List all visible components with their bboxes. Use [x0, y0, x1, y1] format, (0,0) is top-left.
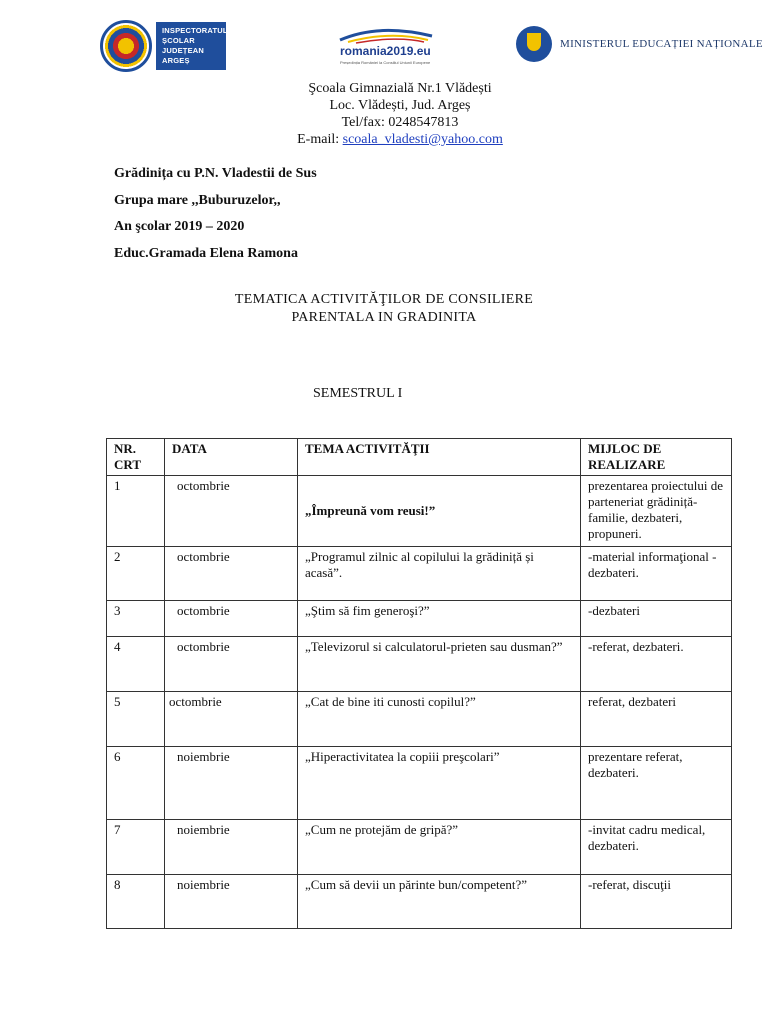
header-data: DATA: [165, 439, 298, 476]
cell-nr: 2: [107, 547, 165, 601]
cell-data: noiembrie: [165, 820, 298, 875]
cell-data: octombrie: [165, 476, 298, 547]
cell-data: octombrie: [165, 692, 298, 747]
cell-mijloc: -referat, discuţii: [581, 875, 732, 929]
table-row: [107, 547, 732, 601]
ministry-logo: [516, 26, 763, 62]
cell-mijloc: prezentare referat, dezbateri.: [581, 747, 732, 820]
school-name: Şcoala Gimnazială Nr.1 Vlădești: [308, 81, 492, 96]
cell-nr: 3: [107, 601, 165, 637]
header-mijloc: MIJLOC DE REALIZARE: [581, 439, 732, 476]
title-line-2: PARENTALA IN GRADINITA: [291, 310, 477, 325]
document-title: [0, 291, 768, 327]
table-header-row: [107, 439, 732, 476]
cell-mijloc: -invitat cadru medical, dezbateri.: [581, 820, 732, 875]
group-name: Grupa mare ,,Buburuzelor,,: [114, 192, 281, 208]
table-row: [107, 637, 732, 692]
cell-data: octombrie: [165, 637, 298, 692]
romania2019-swoosh-icon: [338, 26, 434, 44]
kindergarten-name: Grădinița cu P.N. Vladestii de Sus: [114, 166, 317, 181]
cell-nr: 6: [107, 747, 165, 820]
romania2019-text: romania2019.eu: [340, 44, 431, 58]
cell-tema: „Televizorul si calculatorul-prieten sau dusman?”: [298, 637, 581, 692]
ministry-text: MINISTERUL EDUCAȚIEI NAȚIONALE: [560, 38, 763, 50]
cell-tema: „Împreună vom reusi!”: [298, 476, 581, 547]
header-nr: NR. CRT: [107, 439, 165, 476]
class-info: [114, 166, 317, 272]
school-year: An şcolar 2019 – 2020: [114, 219, 245, 234]
header-logos: [0, 16, 768, 84]
table-row: [107, 820, 732, 875]
activities-table: [106, 438, 732, 929]
table-row: [107, 601, 732, 637]
header-tema: TEMA ACTIVITĂŢII: [298, 439, 581, 476]
cell-mijloc: referat, dezbateri: [581, 692, 732, 747]
cell-data: octombrie: [165, 601, 298, 637]
cell-nr: 4: [107, 637, 165, 692]
cell-nr: 8: [107, 875, 165, 929]
cell-tema: „Ştim să fim generoşi?”: [298, 601, 581, 637]
cell-nr: 1: [107, 476, 165, 547]
isj-seal-icon: [100, 20, 152, 72]
table-row: [107, 476, 732, 547]
table-row: [107, 747, 732, 820]
cell-mijloc: -material informaţional -dezbateri.: [581, 547, 732, 601]
romania2019-logo: [330, 20, 442, 72]
school-email-line: [0, 131, 768, 148]
school-location: Loc. Vlădești, Jud. Argeș: [329, 98, 471, 113]
cell-data: octombrie: [165, 547, 298, 601]
educator-name: Educ.Gramada Elena Ramona: [114, 245, 298, 261]
email-link[interactable]: scoala_vladesti@yahoo.com: [342, 132, 503, 147]
cell-mijloc: -referat, dezbateri.: [581, 637, 732, 692]
email-label: E-mail:: [297, 132, 343, 147]
isj-logo: [100, 20, 226, 72]
cell-data: noiembrie: [165, 875, 298, 929]
cell-tema: „Cat de bine iti cunosti copilul?”: [298, 692, 581, 747]
ministry-crest-icon: [516, 26, 552, 62]
cell-tema: „Programul zilnic al copilului la grădiniță și acasă”.: [298, 547, 581, 601]
cell-mijloc: -dezbateri: [581, 601, 732, 637]
romania2019-subtext: Președinția României la Consiliul Uniunii Europene: [340, 60, 431, 65]
cell-tema: „Hiperactivitatea la copiii preşcolari”: [298, 747, 581, 820]
cell-nr: 5: [107, 692, 165, 747]
cell-mijloc: prezentarea proiectului de parteneriat grădiniță-familie, dezbateri, propuneri.: [581, 476, 732, 547]
cell-data: noiembrie: [165, 747, 298, 820]
table-row: [107, 692, 732, 747]
school-address: [0, 80, 768, 148]
isj-logo-text: INSPECTORATUL ȘCOLAR JUDEȚEAN ARGEȘ: [156, 22, 226, 70]
cell-tema: „Cum să devii un părinte bun/competent?”: [298, 875, 581, 929]
title-line-1: TEMATICA ACTIVITĂŢILOR DE CONSILIERE: [234, 292, 534, 307]
semester-heading: SEMESTRUL I: [313, 386, 403, 401]
cell-tema: „Cum ne protejăm de gripă?”: [298, 820, 581, 875]
cell-nr: 7: [107, 820, 165, 875]
table-row: [107, 875, 732, 929]
school-phone: Tel/fax: 0248547813: [341, 115, 459, 130]
